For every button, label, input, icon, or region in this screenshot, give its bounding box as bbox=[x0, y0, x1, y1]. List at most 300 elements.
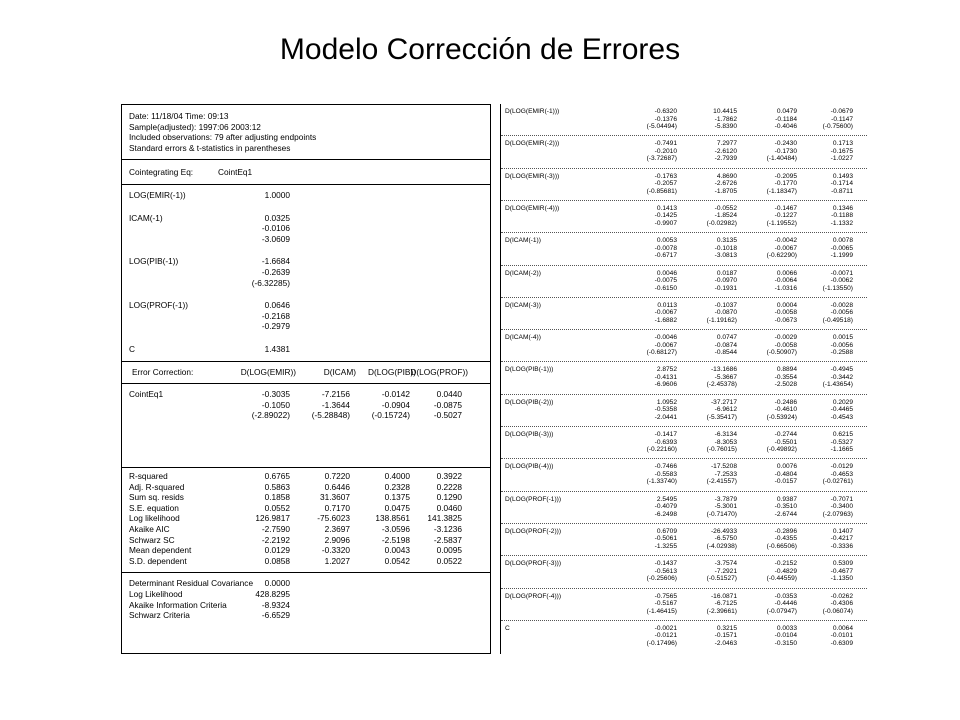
coefficient-value: -0.5583 bbox=[654, 470, 677, 478]
ec-value: (-5.28848) bbox=[311, 410, 350, 421]
t-statistic-row bbox=[501, 349, 867, 357]
coint-variable: LOG(EMIR(-1)) bbox=[129, 190, 186, 200]
coefficient-value: -0.1467 bbox=[774, 204, 797, 212]
ec-value: -0.5027 bbox=[433, 410, 462, 421]
ec-column-header: D(LOG(PIB)) bbox=[368, 366, 416, 377]
statistic-value: 0.5863 bbox=[264, 481, 290, 492]
statistic-value: 0.0475 bbox=[384, 502, 410, 513]
estimation-output-panel bbox=[121, 104, 491, 654]
coefficient-value: (-5.04494) bbox=[646, 123, 677, 130]
statistic-value: 0.1290 bbox=[436, 492, 462, 503]
coefficient-value: -1.1999 bbox=[830, 252, 853, 260]
coefficient-value: -0.0067 bbox=[654, 309, 677, 317]
coefficient-value: (-1.13550) bbox=[822, 284, 853, 292]
coefficient-value: -8.3053 bbox=[714, 438, 737, 446]
block-divider bbox=[501, 491, 867, 492]
coefficient-value: (-1.46415) bbox=[646, 607, 677, 615]
coefficient-value: -0.5167 bbox=[654, 600, 677, 607]
statistic-value: -2.7590 bbox=[261, 524, 290, 534]
coefficient-row bbox=[501, 140, 867, 148]
coefficient-value: -26.4933 bbox=[710, 527, 737, 535]
coefficient-row bbox=[501, 205, 867, 213]
header-text: Standard errors & t-statistics in parentheses bbox=[129, 142, 291, 153]
regressor-label: D(LOG(EMIR(-4))) bbox=[505, 204, 560, 212]
coefficient-value: 0.0076 bbox=[776, 463, 797, 471]
coefficient-value: -1.0227 bbox=[830, 155, 853, 163]
coefficient-value: 0.0015 bbox=[832, 334, 853, 342]
coefficient-value: -0.3554 bbox=[774, 373, 797, 381]
coefficient-value: -0.0067 bbox=[774, 244, 797, 252]
coefficient-value: -0.0874 bbox=[714, 341, 737, 349]
coefficient-value: 0.3215 bbox=[716, 624, 737, 632]
ec-header-label: Error Correction: bbox=[132, 366, 194, 377]
coefficient-value: -0.0129 bbox=[830, 463, 853, 471]
coefficient-value: -0.2430 bbox=[774, 140, 797, 148]
coefficient-value: 0.1493 bbox=[832, 172, 853, 180]
statistic-value: 141.3825 bbox=[427, 513, 462, 524]
coefficient-value: -6.7125 bbox=[714, 600, 737, 607]
coefficient-value: (-0.25606) bbox=[646, 575, 677, 583]
standard-error-row bbox=[501, 212, 867, 220]
coefficient-value: (-3.72687) bbox=[646, 155, 677, 163]
coefficient-value: -0.0056 bbox=[830, 309, 853, 317]
statistic-value: 0.4000 bbox=[384, 471, 410, 481]
coefficient-value: -0.5358 bbox=[654, 406, 677, 414]
coefficient-value: (-1.19552) bbox=[766, 219, 797, 227]
t-statistic-row bbox=[501, 252, 867, 260]
standard-error-row bbox=[501, 374, 867, 382]
system-statistic-value: -8.9324 bbox=[261, 599, 290, 610]
coefficient-row bbox=[501, 496, 867, 504]
coefficient-value: -0.0101 bbox=[830, 632, 853, 640]
regressor-label: D(ICAM(-1)) bbox=[505, 237, 541, 245]
coefficient-value: -0.1763 bbox=[654, 172, 677, 180]
coefficient-value: -0.0075 bbox=[654, 277, 677, 284]
coefficient-value: (-0.44559) bbox=[766, 575, 797, 583]
coefficient-value: 0.2029 bbox=[832, 398, 853, 406]
coefficient-value: -0.1184 bbox=[775, 115, 797, 123]
coefficient-value: -1.8524 bbox=[714, 212, 737, 220]
coefficient-row bbox=[501, 270, 867, 278]
coefficient-value: 0.6215 bbox=[832, 431, 853, 438]
t-statistic-row bbox=[501, 478, 867, 486]
t-statistic-row bbox=[501, 414, 867, 422]
coint-se: -0.2168 bbox=[261, 310, 290, 321]
regressor-label: D(ICAM(-3)) bbox=[505, 301, 541, 309]
coefficient-value: 0.1413 bbox=[656, 204, 677, 212]
statistic-label: Akaike AIC bbox=[129, 524, 170, 534]
coefficient-value: -37.2717 bbox=[710, 398, 737, 406]
coefficient-value: -0.5613 bbox=[654, 567, 677, 575]
coefficient-value: -0.1417 bbox=[654, 431, 677, 438]
coefficient-value: (-5.35417) bbox=[706, 413, 737, 421]
statistic-value: -2.5198 bbox=[381, 534, 410, 545]
statistic-value: 0.0095 bbox=[436, 545, 462, 556]
coefficient-value: -0.0065 bbox=[830, 244, 853, 252]
coefficient-value: -6.2498 bbox=[654, 510, 677, 518]
coefficient-value: -2.0463 bbox=[714, 639, 737, 647]
coefficient-value: (-1.40484) bbox=[766, 155, 797, 163]
coefficient-value: -1.6882 bbox=[654, 316, 677, 324]
block-divider bbox=[501, 168, 867, 169]
coefficient-value: -1.7862 bbox=[714, 115, 737, 123]
ec-column-header: D(ICAM) bbox=[323, 366, 356, 377]
statistic-value: 0.7220 bbox=[324, 471, 350, 481]
coefficient-value: -0.0104 bbox=[774, 632, 797, 640]
regressor-label: D(LOG(PIB(-4))) bbox=[505, 463, 554, 471]
coefficient-value: -0.7491 bbox=[654, 140, 677, 148]
section-divider bbox=[122, 184, 490, 185]
coefficient-value: 4.8690 bbox=[716, 172, 737, 180]
t-statistic-row bbox=[501, 640, 867, 648]
coefficient-value: (-0.51527) bbox=[706, 575, 737, 583]
coefficient-value: (-0.62290) bbox=[766, 252, 797, 260]
coefficient-value: -0.2486 bbox=[774, 398, 797, 406]
coefficient-row bbox=[501, 625, 867, 633]
system-statistic-label: Log Likelihood bbox=[129, 589, 183, 599]
statistics-row bbox=[122, 545, 490, 556]
block-divider bbox=[501, 265, 867, 266]
coefficient-value: (-1.43654) bbox=[822, 381, 853, 389]
coint-se: -0.2639 bbox=[261, 267, 290, 277]
statistic-label: Schwarz SC bbox=[129, 534, 175, 545]
ec-value: -0.0875 bbox=[433, 399, 462, 410]
header-text: Date: 11/18/04 Time: 09:13 bbox=[129, 111, 229, 121]
coefficient-value: -0.4465 bbox=[830, 406, 853, 414]
coefficient-value: -7.2921 bbox=[714, 567, 737, 575]
coefficient-value: -0.6309 bbox=[830, 639, 853, 647]
coefficient-value: -2.5028 bbox=[774, 381, 797, 389]
statistic-label: Mean dependent bbox=[129, 545, 192, 556]
coefficient-value: -5.8390 bbox=[714, 123, 737, 130]
coefficient-value: -0.0157 bbox=[774, 478, 797, 486]
t-statistic-row bbox=[501, 188, 867, 196]
system-statistic-label: Determinant Residual Covariance bbox=[129, 578, 254, 589]
coefficient-value: -0.4543 bbox=[830, 413, 853, 421]
ec-value: 0.0440 bbox=[436, 389, 462, 400]
block-divider bbox=[501, 458, 867, 459]
ec-row-t bbox=[122, 410, 490, 421]
slide-title: Modelo Corrección de Errores bbox=[279, 33, 681, 66]
header-text: Sample(adjusted): 1997:06 2003:12 bbox=[129, 121, 261, 132]
t-statistic-row bbox=[501, 608, 867, 616]
system-statistic-label: Akaike Information Criteria bbox=[129, 599, 227, 610]
coefficient-value: -0.4610 bbox=[774, 406, 797, 414]
coefficient-value: (-4.02938) bbox=[706, 542, 737, 550]
coint-se-row bbox=[122, 311, 490, 322]
coefficient-value: -0.0062 bbox=[830, 277, 853, 284]
coefficient-value: 0.3135 bbox=[716, 237, 737, 245]
coefficient-value: -0.0121 bbox=[654, 632, 677, 640]
coint-eq-column: CointEq1 bbox=[218, 167, 253, 178]
coefficient-value: -0.2588 bbox=[830, 349, 853, 357]
regressor-label: D(LOG(EMIR(-1))) bbox=[505, 108, 560, 115]
coefficient-value: -0.1037 bbox=[714, 301, 737, 309]
standard-error-row bbox=[501, 406, 867, 414]
statistics-row bbox=[122, 492, 490, 503]
regressor-label: D(LOG(PROF(-3))) bbox=[505, 560, 562, 568]
coint-value: 0.0325 bbox=[264, 212, 290, 223]
coint-row bbox=[122, 213, 490, 224]
coefficient-value: -0.4046 bbox=[774, 123, 797, 130]
statistic-label: R-squared bbox=[129, 471, 168, 481]
coefficient-value: -0.1571 bbox=[714, 632, 737, 640]
coefficient-value: -0.4306 bbox=[830, 600, 853, 607]
coefficient-value: -0.2057 bbox=[654, 180, 677, 188]
error-correction-header bbox=[122, 367, 490, 378]
block-divider bbox=[501, 588, 867, 589]
coefficient-value: -0.5501 bbox=[774, 438, 797, 446]
coefficient-value: (-2.07963) bbox=[822, 510, 853, 518]
coefficient-row bbox=[501, 334, 867, 342]
standard-error-row bbox=[501, 309, 867, 317]
statistic-value: 0.7170 bbox=[324, 502, 350, 513]
block-divider bbox=[501, 232, 867, 233]
coefficient-value: -0.0056 bbox=[830, 341, 853, 349]
coefficient-value: (-0.49518) bbox=[822, 316, 853, 324]
coint-t: -3.0609 bbox=[261, 233, 290, 244]
regressor-label: D(LOG(PROF(-2))) bbox=[505, 527, 562, 535]
coefficient-value: -0.0067 bbox=[654, 341, 677, 349]
coefficient-row bbox=[501, 399, 867, 407]
coefficient-value: -0.1437 bbox=[654, 560, 677, 568]
coefficient-value: -0.3400 bbox=[830, 503, 853, 511]
coefficient-value: -0.1425 bbox=[654, 212, 677, 220]
statistic-value: 2.3697 bbox=[324, 524, 350, 534]
standard-error-row bbox=[501, 439, 867, 447]
coint-value: 0.0646 bbox=[264, 300, 290, 311]
statistic-label: S.D. dependent bbox=[129, 555, 187, 566]
coefficient-value: (-2.39661) bbox=[706, 607, 737, 615]
statistic-value: 0.0522 bbox=[436, 555, 462, 566]
coefficient-value: -0.6150 bbox=[654, 284, 677, 292]
coefficient-value: 0.5309 bbox=[832, 560, 853, 568]
coefficient-value: -16.0871 bbox=[710, 592, 737, 600]
output-header-line bbox=[122, 111, 490, 122]
coefficient-value: -0.2152 bbox=[774, 560, 797, 568]
coefficient-value: (-0.71470) bbox=[706, 510, 737, 518]
coefficient-value: (-0.02982) bbox=[706, 219, 737, 227]
system-statistic-value: 428.8295 bbox=[255, 589, 290, 599]
coefficient-value: -0.0078 bbox=[654, 244, 677, 252]
coefficient-row bbox=[501, 108, 867, 116]
statistic-value: -2.2192 bbox=[261, 534, 290, 545]
coefficient-value: -0.2744 bbox=[774, 431, 797, 438]
coefficient-value: -0.4217 bbox=[830, 535, 853, 543]
short-run-coefficients-panel bbox=[500, 104, 866, 654]
coefficient-value: -0.4829 bbox=[774, 567, 797, 575]
coefficient-value: (-1.19162) bbox=[706, 316, 737, 324]
ec-column-header: D(LOG(EMIR)) bbox=[240, 366, 296, 377]
coint-variable: LOG(PIB(-1)) bbox=[129, 256, 179, 267]
coefficient-row bbox=[501, 528, 867, 536]
statistic-value: 138.8561 bbox=[375, 513, 410, 524]
standard-error-row bbox=[501, 503, 867, 511]
system-statistic-value: -6.6529 bbox=[261, 610, 290, 621]
system-statistic-row bbox=[122, 578, 490, 589]
coint-variable: ICAM(-1) bbox=[129, 212, 163, 223]
statistics-row bbox=[122, 503, 490, 514]
standard-error-row bbox=[501, 632, 867, 640]
section-divider bbox=[122, 159, 490, 160]
coint-value: 1.0000 bbox=[264, 190, 290, 200]
regressor-label: D(LOG(PIB(-3))) bbox=[505, 431, 554, 438]
coefficient-value: 1.0952 bbox=[656, 398, 677, 406]
coefficient-value: -2.6744 bbox=[774, 510, 797, 518]
coefficient-value: -0.0262 bbox=[830, 592, 853, 600]
output-header-line bbox=[122, 132, 490, 143]
coefficient-value: -5.3001 bbox=[714, 503, 737, 511]
standard-error-row bbox=[501, 568, 867, 576]
coefficient-value: -6.9612 bbox=[714, 406, 737, 414]
statistic-label: S.E. equation bbox=[129, 502, 179, 513]
section-divider bbox=[122, 361, 490, 362]
coefficient-value: -0.0970 bbox=[714, 277, 737, 284]
output-header-line bbox=[122, 143, 490, 154]
block-divider bbox=[501, 426, 867, 427]
ec-value: -0.1050 bbox=[261, 399, 290, 410]
statistic-value: 0.2328 bbox=[384, 481, 410, 492]
t-statistic-row bbox=[501, 446, 867, 454]
statistic-label: Sum sq. resids bbox=[129, 492, 184, 503]
coefficient-value: -0.4079 bbox=[654, 503, 677, 511]
coefficient-value: (-1.18347) bbox=[766, 187, 797, 195]
coint-eq-header bbox=[122, 167, 490, 178]
statistic-value: 1.2027 bbox=[324, 555, 350, 566]
t-statistic-row bbox=[501, 575, 867, 583]
output-header-line bbox=[122, 122, 490, 133]
regressor-label: D(ICAM(-2)) bbox=[505, 269, 541, 277]
coefficient-value: -3.7574 bbox=[714, 560, 737, 568]
coint-value: -1.6684 bbox=[261, 256, 290, 267]
coefficient-value: -0.1931 bbox=[714, 284, 737, 292]
coint-row bbox=[122, 256, 490, 267]
ec-value: (-2.89022) bbox=[251, 410, 290, 421]
standard-error-row bbox=[501, 535, 867, 543]
coefficient-value: -0.1147 bbox=[831, 115, 853, 123]
coefficient-value: 0.0113 bbox=[657, 301, 677, 309]
coefficient-value: -0.9907 bbox=[654, 219, 677, 227]
coefficient-value: -0.8544 bbox=[714, 349, 737, 357]
coefficient-value: (-0.50907) bbox=[766, 349, 797, 357]
coefficient-value: (-2.45378) bbox=[706, 381, 737, 389]
coefficient-value: -0.0673 bbox=[774, 316, 797, 324]
coefficient-value: -0.0029 bbox=[774, 334, 797, 342]
coefficient-value: -6.3134 bbox=[714, 431, 737, 438]
coint-t-row bbox=[122, 278, 490, 289]
coefficient-value: -2.6120 bbox=[714, 147, 737, 155]
coefficient-value: -0.0870 bbox=[714, 309, 737, 317]
coefficient-value: -0.1675 bbox=[830, 147, 853, 155]
coefficient-value: -0.5327 bbox=[830, 438, 853, 446]
coefficient-value: -0.1770 bbox=[774, 180, 797, 188]
coefficient-value: 2.5495 bbox=[656, 495, 677, 503]
coefficient-row bbox=[501, 593, 867, 601]
system-statistic-value: 0.0000 bbox=[264, 578, 290, 589]
regressor-label: D(ICAM(-4)) bbox=[505, 334, 541, 342]
statistics-row bbox=[122, 471, 490, 482]
coefficient-value: -1.8705 bbox=[714, 187, 737, 195]
coint-se: -0.0106 bbox=[261, 223, 290, 234]
coefficient-value: -0.6717 bbox=[654, 252, 677, 260]
coefficient-row bbox=[501, 173, 867, 181]
coefficient-value: -0.7466 bbox=[654, 463, 677, 471]
block-divider bbox=[501, 135, 867, 136]
statistics-row bbox=[122, 482, 490, 493]
statistic-value: -0.3320 bbox=[321, 545, 350, 556]
coefficient-value: -0.1188 bbox=[831, 212, 853, 220]
coefficient-value: (-0.22160) bbox=[646, 446, 677, 453]
statistic-value: 0.6765 bbox=[264, 471, 290, 481]
coefficient-value: -0.0028 bbox=[830, 301, 853, 309]
ec-value: -0.0904 bbox=[381, 399, 410, 410]
coefficient-value: -0.5061 bbox=[654, 535, 677, 543]
coint-t-row bbox=[122, 234, 490, 245]
statistic-value: 0.6446 bbox=[324, 481, 350, 492]
t-statistic-row bbox=[501, 317, 867, 325]
coefficient-value: (-0.07947) bbox=[766, 607, 797, 615]
coefficient-block bbox=[501, 625, 867, 657]
coefficient-value: -0.0353 bbox=[774, 592, 797, 600]
coefficient-value: -0.6393 bbox=[654, 438, 677, 446]
standard-error-row bbox=[501, 148, 867, 156]
coefficient-value: -0.3336 bbox=[830, 542, 853, 550]
statistic-value: -75.6023 bbox=[317, 513, 350, 524]
ec-row-coef bbox=[122, 389, 490, 400]
coefficient-value: -0.1227 bbox=[774, 212, 797, 220]
standard-error-row bbox=[501, 600, 867, 608]
coefficient-value: -0.3442 bbox=[830, 373, 853, 381]
coefficient-value: 0.8894 bbox=[776, 366, 797, 374]
coefficient-value: -0.2095 bbox=[774, 172, 797, 180]
coefficient-value: -0.7565 bbox=[654, 592, 677, 600]
coefficient-value: -0.1714 bbox=[830, 180, 853, 188]
coint-t-row bbox=[122, 321, 490, 332]
coint-eq-label: Cointegrating Eq: bbox=[129, 167, 194, 178]
coint-variable: LOG(PROF(-1)) bbox=[129, 300, 188, 311]
coefficient-value: -1.1350 bbox=[830, 575, 853, 583]
t-statistic-row bbox=[501, 543, 867, 551]
ec-value: -0.3035 bbox=[261, 389, 290, 400]
regressor-label: D(LOG(PIB(-2))) bbox=[505, 398, 554, 406]
coefficient-value: 0.0064 bbox=[832, 624, 853, 632]
header-text: Included observations: 79 after adjusting endpoints bbox=[129, 132, 317, 143]
coefficient-value: 0.0747 bbox=[716, 334, 737, 342]
coefficient-value: -0.0042 bbox=[774, 237, 797, 245]
coefficient-value: (-0.02761) bbox=[822, 478, 853, 486]
coefficient-row bbox=[501, 463, 867, 471]
coint-t: -0.2979 bbox=[261, 321, 290, 332]
coefficient-value: -1.1665 bbox=[830, 446, 853, 453]
statistic-label: Adj. R-squared bbox=[129, 481, 185, 492]
section-divider bbox=[122, 572, 490, 573]
statistic-value: 0.3922 bbox=[436, 471, 462, 481]
coint-se-row bbox=[122, 267, 490, 278]
coefficient-value: -0.4653 bbox=[830, 470, 853, 478]
statistics-row bbox=[122, 535, 490, 546]
statistic-value: 0.0043 bbox=[384, 545, 410, 556]
coefficient-value: -0.7071 bbox=[830, 495, 853, 503]
statistic-value: 31.3607 bbox=[320, 492, 350, 503]
ec-row-label: CointEq1 bbox=[129, 389, 164, 400]
coefficient-row bbox=[501, 366, 867, 374]
statistic-value: 2.9096 bbox=[324, 534, 350, 545]
statistic-value: 0.0542 bbox=[384, 555, 410, 566]
coefficient-value: -1.0316 bbox=[774, 284, 797, 292]
statistic-value: 126.9817 bbox=[255, 513, 290, 524]
standard-error-row bbox=[501, 245, 867, 253]
standard-error-row bbox=[501, 180, 867, 188]
